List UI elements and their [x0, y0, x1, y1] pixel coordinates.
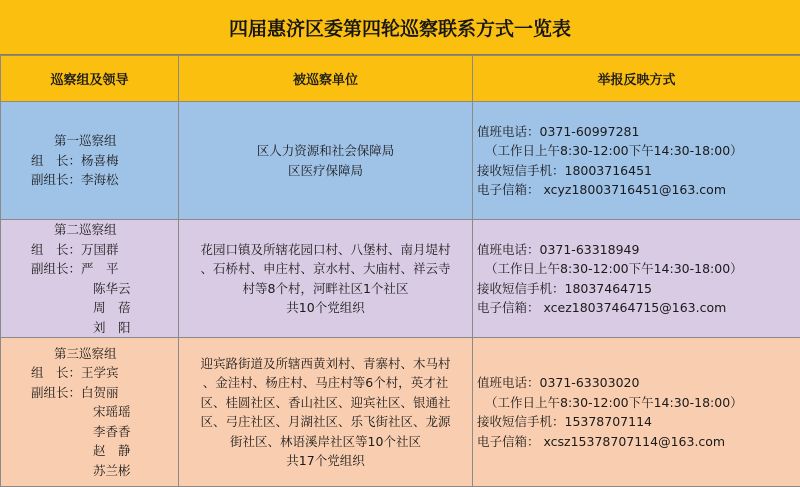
sheet-title: 四届惠济区委第四轮巡察联系方式一览表 [0, 0, 800, 55]
report-cell [473, 220, 800, 338]
unit-line: 村等8个村，河畔社区1个社区 [185, 279, 466, 299]
table-row [1, 102, 800, 220]
unit-line: 区、桂圆社区、香山社区、迎宾社区、银通社 [185, 393, 466, 413]
sms-phone: 接收短信手机：18003716451 [477, 161, 800, 181]
email: 电子信箱： xcsz15378707114@163.com [477, 432, 800, 452]
group-cell [1, 338, 179, 487]
unit-line: 区人力资源和社会保障局 [185, 141, 466, 161]
unit-line: 、金洼村、杨庄村、马庄村等6个村，英才社 [185, 373, 466, 393]
group-member: 苏兰彬 [31, 461, 178, 481]
email: 电子信箱： xcyz18003716451@163.com [477, 180, 800, 200]
sms-phone: 接收短信手机：18037464715 [477, 279, 800, 299]
contact-table [0, 55, 800, 487]
table-row [1, 220, 800, 338]
group-member: 刘 阳 [31, 318, 178, 338]
group-name: 第一巡察组 [31, 131, 178, 151]
group-member: 李香香 [31, 422, 178, 442]
unit-line: 区、弓庄社区、月湖社区、乐飞街社区、龙源 [185, 412, 466, 432]
group-leader: 组 长：万国群 [31, 240, 178, 260]
unit-line: 花园口镇及所辖花园口村、八堡村、南月堤村 [185, 240, 466, 260]
group-name: 第三巡察组 [31, 344, 178, 364]
group-leader: 组 长：杨喜梅 [31, 151, 178, 171]
report-cell [473, 338, 800, 487]
work-hours: （工作日上午8:30-12:00下午14:30-18:00） [477, 141, 800, 161]
table-row [1, 338, 800, 487]
sms-phone: 接收短信手机：15378707114 [477, 412, 800, 432]
header-row [1, 56, 800, 102]
unit-line: 共17个党组织 [185, 451, 466, 471]
unit-line: 街社区、林语溪岸社区等10个社区 [185, 432, 466, 452]
group-deputy: 副组长：李海松 [31, 170, 178, 190]
group-name: 第二巡察组 [31, 220, 178, 240]
units-cell [179, 338, 473, 487]
duty-phone: 值班电话：0371-63303020 [477, 373, 800, 393]
duty-phone: 值班电话：0371-63318949 [477, 240, 800, 260]
work-hours: （工作日上午8:30-12:00下午14:30-18:00） [477, 259, 800, 279]
header-units: 被巡察单位 [179, 56, 473, 102]
duty-phone: 值班电话：0371-60997281 [477, 122, 800, 142]
work-hours: （工作日上午8:30-12:00下午14:30-18:00） [477, 393, 800, 413]
group-cell [1, 220, 179, 338]
group-member: 宋瑶瑶 [31, 402, 178, 422]
unit-line: 共10个党组织 [185, 298, 466, 318]
header-report: 举报反映方式 [473, 56, 800, 102]
group-deputy: 副组长：白贺丽 [31, 383, 178, 403]
group-member: 陈华云 [31, 279, 178, 299]
units-cell [179, 220, 473, 338]
header-group: 巡察组及领导 [1, 56, 179, 102]
email: 电子信箱： xcez18037464715@163.com [477, 298, 800, 318]
unit-line: 迎宾路街道及所辖西黄刘村、青寨村、木马村 [185, 354, 466, 374]
group-cell [1, 102, 179, 220]
units-cell [179, 102, 473, 220]
group-member: 周 蓓 [31, 298, 178, 318]
unit-line: 区医疗保障局 [185, 161, 466, 181]
report-cell [473, 102, 800, 220]
group-deputy: 副组长：严 平 [31, 259, 178, 279]
group-member: 赵 静 [31, 441, 178, 461]
group-leader: 组 长：王学宾 [31, 363, 178, 383]
unit-line: 、石桥村、申庄村、京水村、大庙村、祥云寺 [185, 259, 466, 279]
